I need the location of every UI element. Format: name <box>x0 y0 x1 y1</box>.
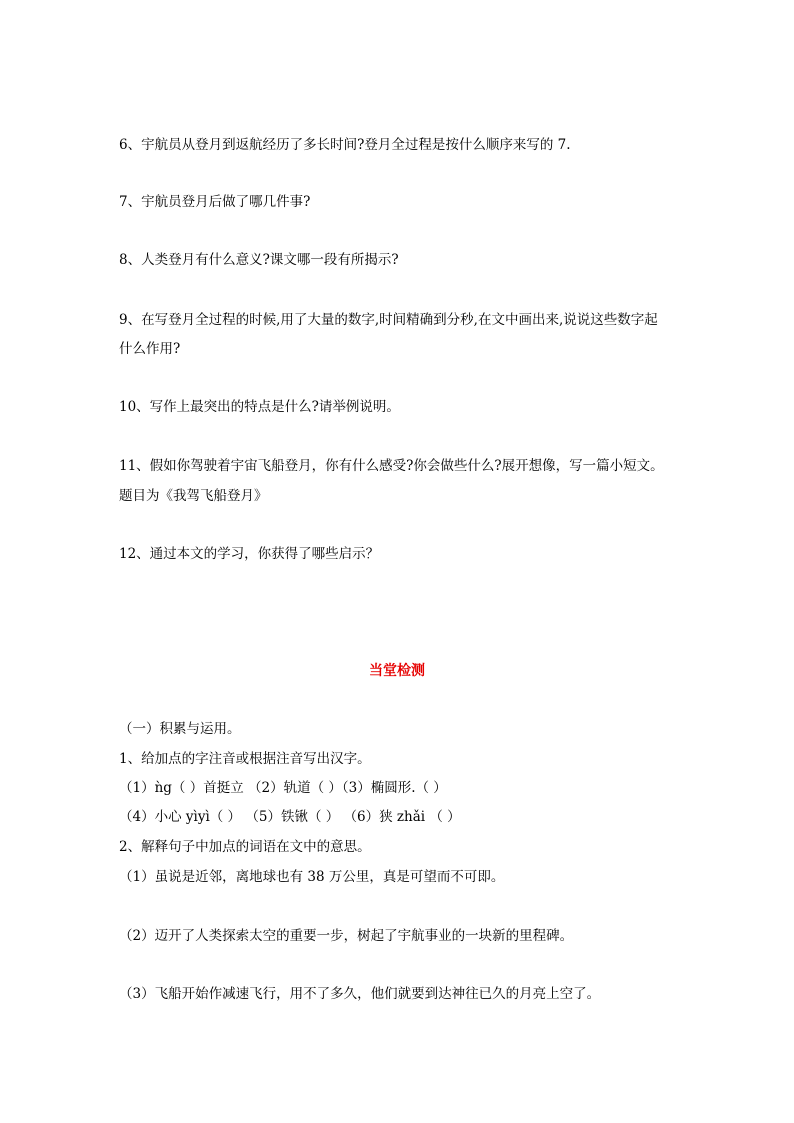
question-12: 12、通过本文的学习，你获得了哪些启示？ <box>119 546 380 562</box>
exercise-q2-sentence-3: （3）飞船开始作减速飞行，用不了多久，他们就要到达神往已久的月亮上空了。 <box>119 986 601 1002</box>
exercise-q2-sentence-1: （1）虽说是近邻，离地球也有 38 万公里，真是可望而不可即。 <box>119 869 505 885</box>
exercise-q1-row-1: （1）ǹg（ ）首挺立 （2）轨道（ ）（3）椭圆形.（ ） <box>119 780 447 796</box>
question-8: 8、人类登月有什么意义?课文哪一段有所揭示? <box>119 252 399 268</box>
section-title: 当堂检测 <box>369 663 425 679</box>
question-9-line-2: 什么作用? <box>119 341 181 357</box>
question-9-line-1: 9、在写登月全过程的时候,用了大量的数字,时间精确到分秒,在文中画出来,说说这些数字起 <box>119 312 658 328</box>
exercise-q1-title: 1、给加点的字注音或根据注音写出汉字。 <box>119 751 371 767</box>
question-11-line-1: 11、假如你驾驶着宇宙飞船登月，你有什么感受?你会做些什么?展开想像，写一篇小短文。 <box>119 458 664 474</box>
question-10: 10、写作上最突出的特点是什么?请举例说明。 <box>119 399 400 415</box>
question-11-line-2: 题目为《我驾飞船登月》 <box>119 488 268 504</box>
exercise-q2-title: 2、解释句子中加点的词语在文中的意思。 <box>119 839 371 855</box>
exercise-q1-row-2: （4）小心 yìyì（ ） （5）铁锹（ ） （6）狭 zhǎi （ ） <box>119 809 461 825</box>
exercise-part-title: （一）积累与运用。 <box>119 721 241 737</box>
question-7: 7、宇航员登月后做了哪几件事? <box>119 194 311 210</box>
question-6: 6、宇航员从登月到返航经历了多长时间?登月全过程是按什么顺序来写的 7. <box>119 137 571 153</box>
exercise-q2-sentence-2: （2）迈开了人类探索太空的重要一步，树起了宇航事业的一块新的里程碑。 <box>119 928 574 944</box>
